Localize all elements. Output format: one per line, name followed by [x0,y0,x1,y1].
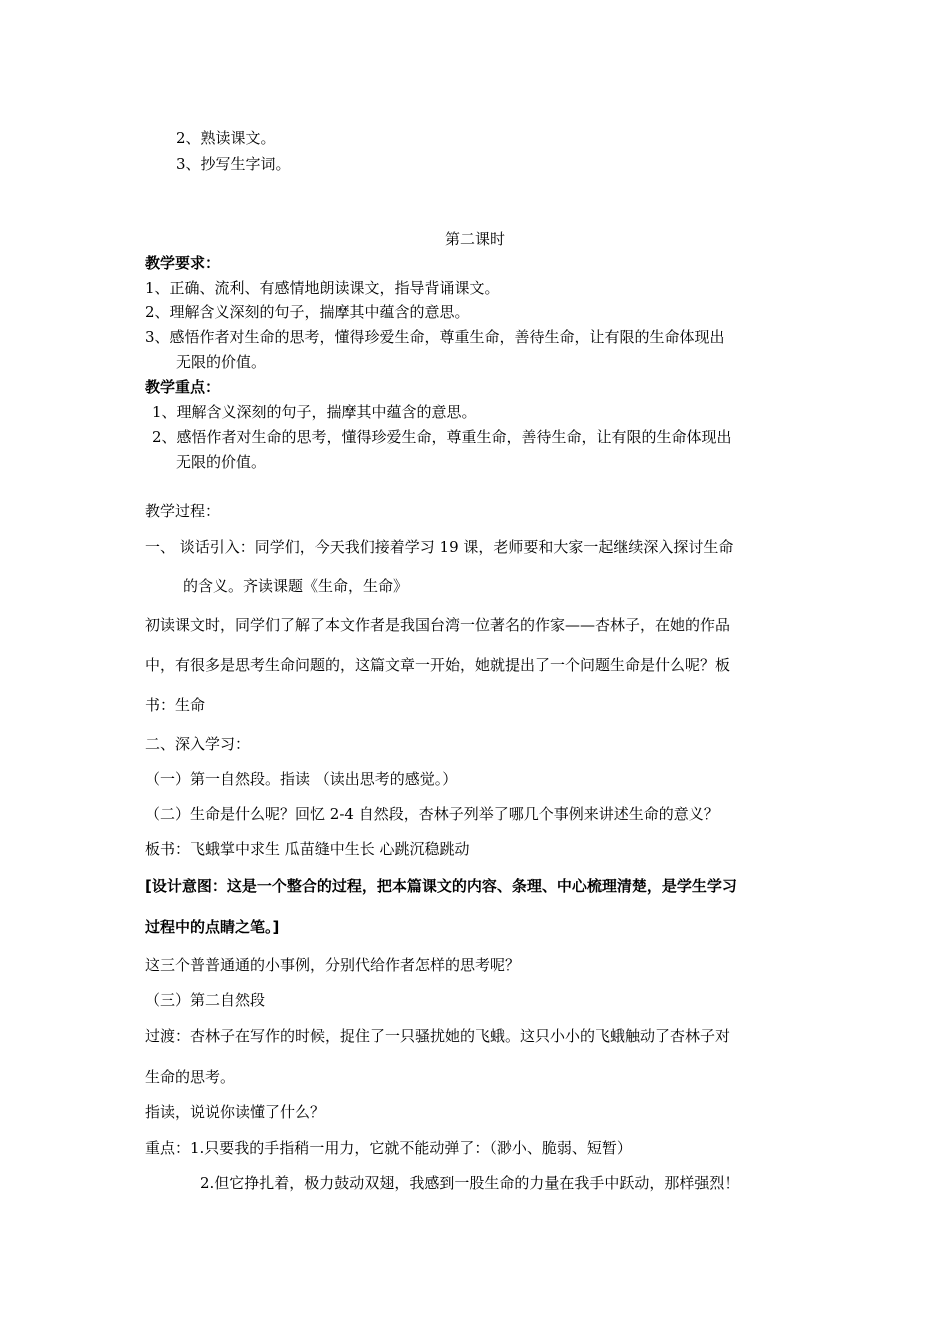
subsection-line: （三）第二自然段 [145,991,266,1009]
paragraph-line: 初读课文时，同学们了解了本文作者是我国台湾一位著名的作家——杏林子，在她的作品 [145,616,731,634]
requirement-item-continued: 无限的价值。 [176,353,267,371]
requirement-item: 2、理解含义深刻的句子，揣摩其中蕴含的意思。 [145,303,470,321]
lesson-title: 第二课时 [444,230,505,248]
question-line: 这三个普普通通的小事例，分别代给作者怎样的思考呢？ [145,956,521,974]
transition-line-continued: 生命的思考。 [145,1068,236,1086]
prev-list-item-2: 2、熟读课文。 [176,129,276,147]
intro-line-continued: 的含义。齐读课题《生命，生命》 [183,577,409,595]
requirements-heading: 教学要求： [145,254,221,272]
design-intent: [设计意图：这是一个整合的过程，把本篇课文的内容、条理、中心梳理清楚，是学生学习 [145,877,737,895]
focus-point-continued: 2.但它挣扎着，极力鼓动双翅，我感到一股生命的力量在我手中跃动，那样强烈！ [200,1174,740,1192]
read-prompt: 指读，说说你读懂了什么？ [145,1103,326,1121]
transition-line: 过渡：杏林子在写作的时候，捉住了一只骚扰她的飞蛾。这只小小的飞蛾触动了杏林子对 [145,1027,731,1045]
requirement-item: 1、正确、流利、有感情地朗读课文，指导背诵课文。 [145,279,500,297]
subsection-line: （一）第一自然段。指读 （读出思考的感觉。） [145,770,458,788]
process-heading: 教学过程： [145,502,221,520]
requirement-item: 3、感悟作者对生命的思考，懂得珍爱生命，尊重生命，善待生命，让有限的生命体现出 [145,328,725,346]
board-writing: 板书：飞蛾掌中求生 瓜苗缝中生长 心跳沉稳跳动 [145,840,470,858]
key-point-item-continued: 无限的价值。 [176,453,267,471]
design-intent-continued: 过程中的点睛之笔。] [145,918,280,936]
focus-point: 重点：1.只要我的手指稍一用力，它就不能动弹了：（渺小、脆弱、短暂） [145,1139,632,1157]
prev-list-item-3: 3、抄写生字词。 [176,155,291,173]
key-point-item: 1、理解含义深刻的句子，揣摩其中蕴含的意思。 [152,403,477,421]
subsection-line: （二）生命是什么呢？回忆 2-4 自然段，杏林子列举了哪几个事例来讲述生命的意义？ [145,805,719,823]
paragraph-line: 中，有很多是思考生命问题的，这篇文章一开始，她就提出了一个问题生命是什么呢？板 [145,656,731,674]
key-point-item: 2、感悟作者对生命的思考，懂得珍爱生命，尊重生命，善待生命，让有限的生命体现出 [152,428,732,446]
section-heading: 二、深入学习： [145,735,251,753]
paragraph-line: 书：生命 [145,696,206,714]
key-points-heading: 教学重点： [145,378,221,396]
intro-line: 一、 谈话引入：同学们，今天我们接着学习 19 课，老师要和大家一起继续深入探讨生命 [145,538,734,556]
